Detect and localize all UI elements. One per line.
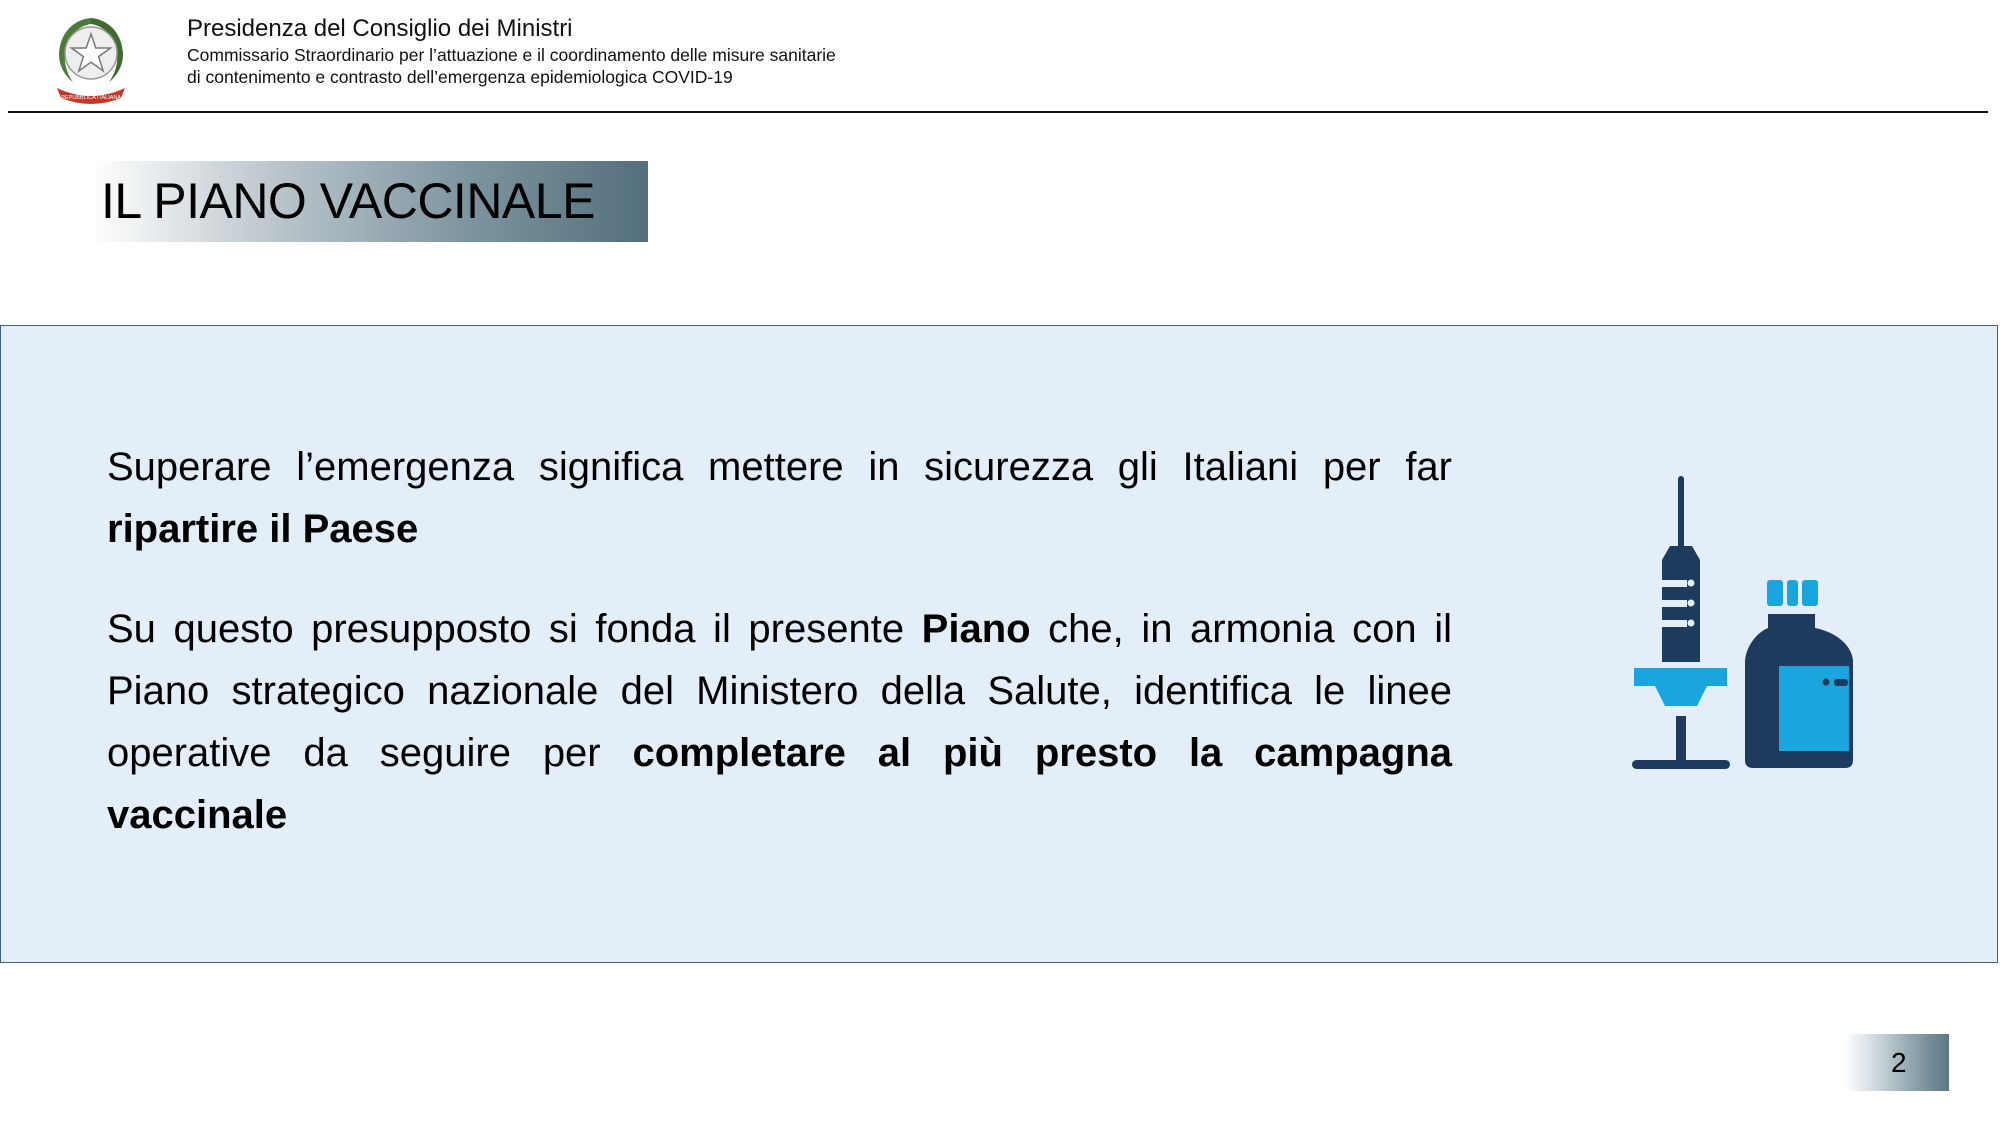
- emblem-ribbon-text: REPUBBLICA ITALIANA: [60, 95, 122, 101]
- paragraph-2: [107, 598, 1452, 846]
- content-panel: [0, 325, 1998, 963]
- italian-republic-emblem-icon: [47, 8, 135, 106]
- slide-header: [0, 0, 2000, 114]
- paragraph-2-bold-2: completare al più presto la campagna vaccinale: [107, 731, 1453, 837]
- header-divider: [8, 111, 1988, 113]
- org-name: Presidenza del Consiglio dei Ministri: [187, 15, 573, 42]
- page-number: 2: [1891, 1047, 1907, 1078]
- paragraph-2-text-2: che, in armonia con il Piano strategico nazionale del Ministero della Salute, identifica le linee operative da seguire per: [107, 607, 1452, 775]
- dept-line-2: di contenimento e contrasto dell’emergenza epidemiologica COVID-19: [187, 67, 733, 87]
- paragraph-2-bold-1: Piano: [921, 607, 1031, 651]
- paragraph-2-text-1: Su questo presupposto si fonda il presente: [107, 607, 922, 651]
- slide-title: IL PIANO VACCINALE: [101, 173, 595, 229]
- title-bar: [55, 161, 648, 242]
- page-number-badge: [1845, 1034, 1949, 1091]
- header-text: [187, 14, 836, 88]
- dept-line-1: Commissario Straordinario per l’attuazione e il coordinamento delle misure sanitarie: [187, 45, 836, 65]
- syringe-and-vial-icon: [1621, 476, 1861, 776]
- paragraph-1-text: Superare l’emergenza significa mettere in sicurezza gli Italiani per far: [107, 445, 1452, 489]
- paragraph-1: [107, 436, 1452, 560]
- paragraph-1-bold: ripartire il Paese: [107, 507, 419, 551]
